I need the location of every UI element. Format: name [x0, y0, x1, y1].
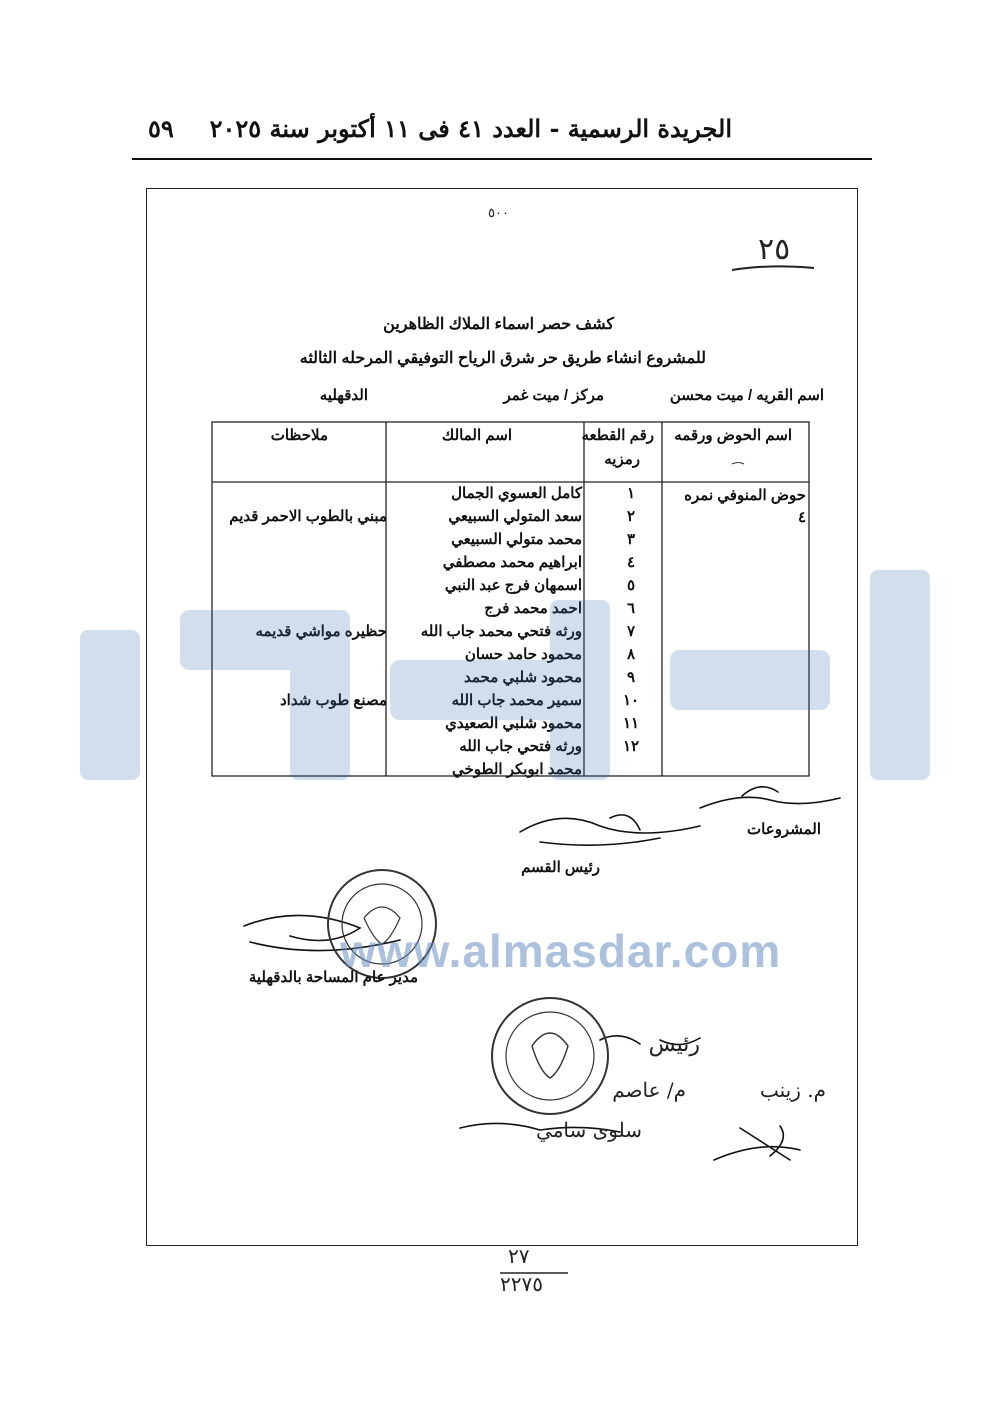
village-name: اسم القريه / ميت محسن [669, 387, 824, 404]
owner-name: كامل العسوي الجمال [451, 485, 582, 502]
handwritten-bottom-bottom: ٢٢٧٥ [500, 1272, 543, 1296]
owner-name: ورثه فتحي محمد جاب الله [420, 623, 582, 640]
row-note: مصنع طوب شداد [280, 692, 387, 709]
owner-name: سمير محمد جاب الله [451, 692, 582, 709]
governorate-name: الدقهليه [319, 387, 368, 404]
plot-number: ٩ [626, 669, 636, 686]
owner-name: ابراهيم محمد مصطفي [442, 554, 582, 571]
basin-name: حوض المنوفي نمره [684, 487, 806, 504]
survey-director-label: مدير عام المساحة بالدقهلية [248, 969, 418, 986]
plot-number: ١٢ [622, 738, 640, 755]
handwritten-name-4: سلوى سامي [536, 1118, 642, 1142]
row-note: حظيره مواشي قديمه [255, 623, 387, 640]
owner-name: محمود حامد حسان [464, 646, 582, 663]
plot-number: ٦ [626, 600, 636, 617]
section-head-label: رئيس القسم [521, 859, 600, 876]
header-plot-code: رمزيه [604, 451, 640, 468]
gazette-title: الجريدة الرسمية - العدد ٤١ فى ١١ أكتوبر سنة ٢٠٢٥ [209, 114, 732, 143]
projects-signature-label: المشروعات [747, 821, 821, 838]
header-basin: اسم الحوض ورقمه [674, 427, 792, 444]
header-plot-number: رقم القطعه [581, 427, 654, 444]
owner-name: محمود شلبي محمد [464, 669, 582, 686]
center-name: مركز / ميت غمر [503, 387, 604, 404]
handwritten-page-ref: ٢٥ [758, 232, 791, 267]
page-number: ٥٩ [148, 114, 174, 143]
plot-number: ٤ [626, 554, 636, 571]
plot-number: ٢ [626, 508, 636, 525]
owner-name: اسمهان فرج عبد النبي [444, 577, 582, 594]
plot-number: ١٠ [622, 692, 640, 709]
plot-number: ٣ [626, 531, 636, 548]
official-seal-2 [492, 998, 608, 1114]
document-title: كشف حصر اسماء الملاك الظاهرين [383, 316, 614, 333]
handwritten-name-2: م/ عاصم [612, 1078, 686, 1102]
plot-number: ١ [626, 485, 636, 502]
plot-number: ٥ [626, 577, 636, 594]
basin-number: ٤ [797, 509, 806, 526]
header-notes: ملاحظات [270, 427, 328, 444]
owner-name: ورثه فتحي جاب الله [459, 738, 582, 755]
owner-name: محمد ابوبكر الطوخي [452, 761, 582, 778]
plot-number: ٧ [626, 623, 636, 640]
owner-name: محمود شلبي الصعيدي [445, 715, 582, 732]
watermark-url: www.almasdar.com [340, 925, 782, 977]
plot-number: ٨ [626, 646, 636, 663]
plot-number: ١١ [622, 715, 640, 732]
owner-name: سعد المتولي السبيعي [448, 508, 582, 525]
owner-name: محمد متولي السبيعي [451, 531, 582, 548]
handwritten-bottom-top: ٢٧ [508, 1244, 530, 1268]
handwritten-name-1: رئيس [648, 1032, 700, 1057]
header-owner: اسم المالك [441, 427, 512, 444]
handwritten-name-3: م. زينب [760, 1078, 826, 1102]
document-subtitle: للمشروع انشاء طريق حر شرق الرياح التوفيقي المرحله الثالثه [299, 350, 706, 367]
row-note: مبني بالطوب الاحمر قديم [229, 508, 387, 525]
handwritten-top-mark: ٥٠٠ [488, 206, 509, 221]
owner-name: احمد محمد فرج [484, 600, 582, 617]
